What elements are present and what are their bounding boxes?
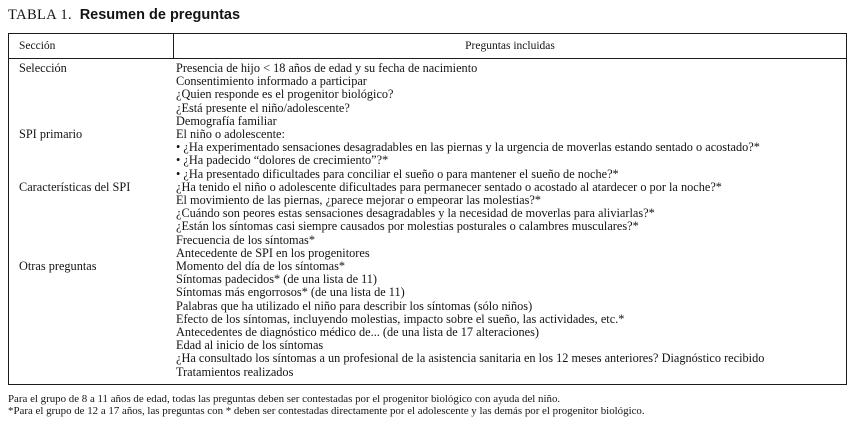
- question-line: • ¿Ha experimentado sensaciones desagradables en las piernas y la urgencia de moverlas estando sentado o acostado?*: [176, 140, 760, 155]
- question-line: Antecedentes de diagnóstico médico de... (de una lista de 17 alteraciones): [176, 325, 539, 340]
- section-questions: [176, 181, 846, 260]
- column-header-preguntas-incluidas: Preguntas incluidas: [465, 40, 555, 52]
- question-line: Palabras que ha utilizado el niño para describir los síntomas (sólo niños): [176, 298, 533, 313]
- column-header-seccion: Sección: [9, 34, 174, 58]
- footnotes: [8, 394, 645, 417]
- table-title-text: Resumen de preguntas: [79, 7, 241, 23]
- question-line: Frecuencia de los síntomas*: [176, 232, 315, 247]
- question-line: • ¿Ha padecido “dolores de crecimiento”?*: [176, 153, 389, 168]
- section-label: Selección: [19, 61, 67, 75]
- question-line: Antecedente de SPI en los progenitores: [176, 245, 370, 260]
- question-line: El niño o adolescente:: [176, 127, 285, 142]
- table-section-row: [9, 62, 846, 128]
- table-title: [8, 7, 240, 24]
- section-questions: [176, 62, 846, 128]
- table-section-row: [9, 181, 846, 260]
- question-line: Síntomas más engorrosos* (de una lista de 11): [176, 285, 405, 300]
- question-line: ¿Ha tenido el niño o adolescente dificultades para permanecer sentado o acostado al atardecer o por la noche?*: [176, 179, 722, 194]
- table-header-row: [9, 34, 846, 59]
- table-body: [9, 59, 846, 379]
- table-number-label: TABLA 1.: [8, 7, 73, 23]
- section-questions: [176, 260, 846, 379]
- question-line: El movimiento de las piernas, ¿parece mejorar o empeorar las molestias?*: [176, 193, 542, 208]
- question-line: • ¿Ha presentado dificultades para conciliar el sueño o para mantener el sueño de noche?*: [176, 166, 619, 181]
- section-questions: [176, 128, 846, 181]
- section-label: Otras preguntas: [19, 259, 97, 274]
- summary-table: [8, 33, 847, 385]
- section-label: Características del SPI: [19, 179, 131, 194]
- question-line: Presencia de hijo < 18 años de edad y su fecha de nacimiento: [176, 61, 478, 75]
- question-line: ¿Quien responde es el progenitor biológico?: [176, 87, 394, 102]
- question-line: Consentimiento informado a participar: [176, 74, 367, 89]
- question-line: ¿Cuándo son peores estas sensaciones desagradables y la necesidad de moverlas para aliviarlas?*: [176, 206, 655, 221]
- section-label: SPI primario: [19, 127, 83, 142]
- table-section-row: [9, 128, 846, 181]
- question-line: ¿Ha consultado los síntomas a un profesional de la asistencia sanitaria en los 12 meses anteriores? Diagnóstico recibido: [176, 351, 765, 366]
- question-line: ¿Está presente el niño/adolescente?: [176, 100, 350, 115]
- question-line: Efecto de los síntomas, incluyendo molestias, impacto sobre el sueño, las actividades, etc.*: [176, 311, 625, 326]
- question-line: Demografía familiar: [176, 113, 277, 128]
- question-line: Momento del día de los síntomas*: [176, 259, 346, 274]
- table-section-row: [9, 260, 846, 379]
- footnote-line: *Para el grupo de 12 a 17 años, las preguntas con * deben ser contestadas directamente por el adolescente y las demás por el progenitor biológico.: [8, 404, 645, 417]
- footnote-line: Para el grupo de 8 a 11 años de edad, todas las preguntas deben ser contestadas por el progenitor biológico con ayuda del niño.: [8, 393, 561, 405]
- question-line: Edad al inicio de los síntomas: [176, 338, 324, 353]
- question-line: ¿Están los síntomas casi siempre causados por molestias posturales o calambres musculares?*: [176, 219, 639, 234]
- question-line: Síntomas padecidos* (de una lista de 11): [176, 272, 378, 287]
- question-line: Tratamientos realizados: [176, 364, 294, 379]
